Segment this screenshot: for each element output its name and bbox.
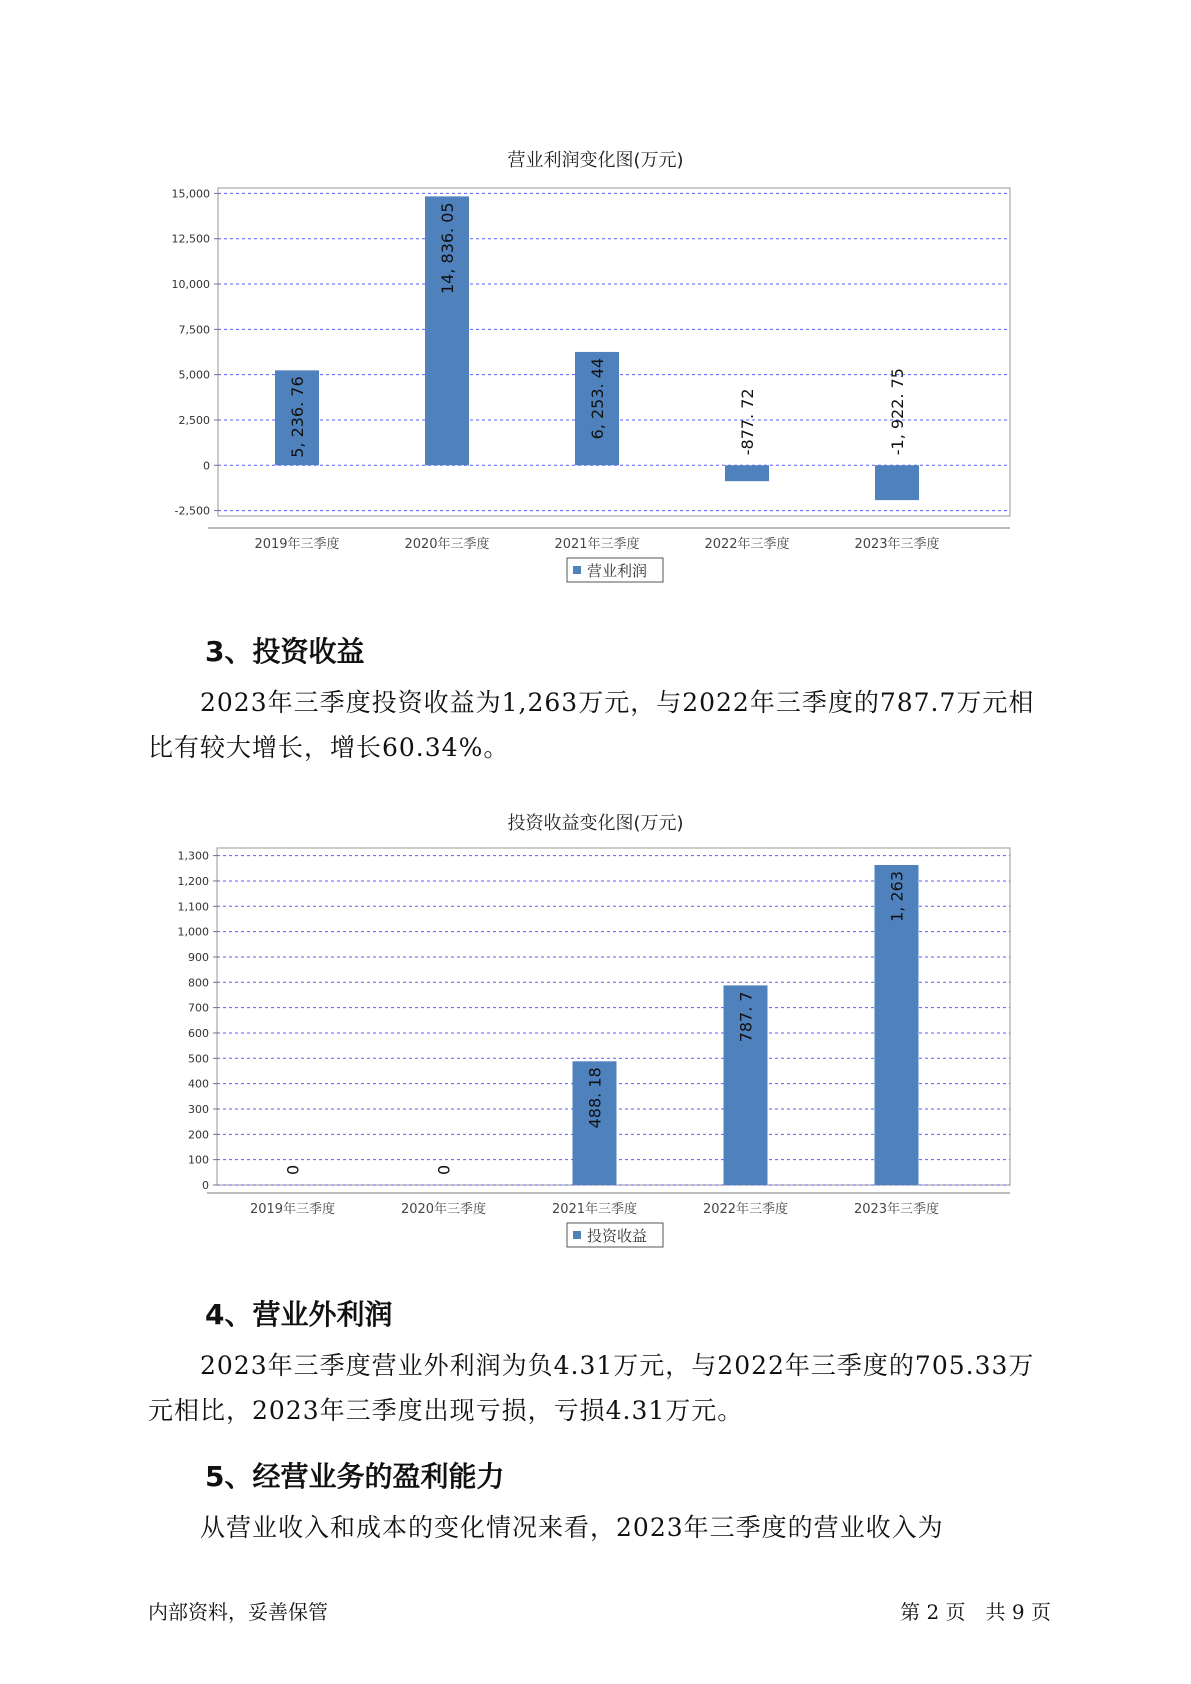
y-tick-label: 1,100 [177,900,209,914]
data-label: 1, 263 [887,870,907,922]
y-tick-label: 400 [188,1077,209,1091]
section-4-heading: 4、营业外利润 [205,1298,393,1331]
y-tick-label: 0 [202,1179,209,1192]
x-tick-label: 2021年三季度 [554,537,640,552]
section-4-paragraph: 2023年三季度营业外利润为负4.31万元，与2022年三季度的705.33万元相比，2023年三季度出现亏损，亏损4.31万元。 [148,1351,1035,1425]
y-tick-label: 600 [188,1026,209,1040]
x-tick-label: 2020年三季度 [400,1202,487,1217]
section-3-paragraph: 2023年三季度投资收益为1,263万元，与2022年三季度的787.7万元相比有较大增长，增长60.34%。 [148,688,1035,762]
y-tick-label: 15,000 [171,187,210,201]
y-tick-label: 12,500 [171,232,210,246]
footer-page-number: 第 2 页 共 9 页 [900,1600,1051,1624]
legend-swatch [573,1231,581,1239]
legend-label: 投资收益 [587,1227,648,1245]
y-tick-label: 10,000 [171,278,210,292]
data-label: -877. 72 [738,388,757,456]
x-tick-label: 2019年三季度 [249,1202,336,1217]
data-label: 6, 253. 44 [588,357,607,440]
x-tick-label: 2023年三季度 [853,1202,940,1217]
section-5-heading: 5、经营业务的盈利能力 [205,1460,505,1493]
legend-swatch [573,566,581,574]
data-label: 787. 7 [736,991,756,1043]
y-tick-label: 1,300 [177,849,209,863]
x-tick-label: 2021年三季度 [551,1202,638,1217]
bar [875,465,919,500]
data-label: 0 [283,1164,303,1175]
y-tick-label: 1,200 [177,874,209,888]
y-tick-label: 7,500 [178,323,210,337]
investment-income-chart [0,835,1191,1255]
y-tick-label: 0 [203,459,210,473]
y-tick-label: 500 [188,1052,209,1066]
y-tick-label: 1,000 [177,925,209,939]
y-tick-label: 100 [188,1153,209,1167]
y-tick-label: 900 [188,950,209,964]
x-tick-label: 2020年三季度 [404,537,490,552]
data-label: -1, 922. 75 [888,368,907,456]
data-label: 5, 236. 76 [288,376,307,458]
investment-chart-title: 投资收益变化图(万元) [507,813,684,834]
bar [725,465,769,481]
section-3-heading: 3、投资收益 [205,635,365,668]
data-label: 488. 18 [585,1067,605,1129]
x-tick-label: 2022年三季度 [704,537,790,552]
legend-label: 营业利润 [587,562,648,580]
y-tick-label: 200 [188,1128,209,1142]
footer-confidential: 内部资料，妥善保管 [148,1600,328,1624]
x-tick-label: 2019年三季度 [254,537,340,552]
y-tick-label: 800 [188,976,209,990]
section-5-paragraph: 从营业收入和成本的变化情况来看，2023年三季度的营业收入为 [200,1513,944,1542]
y-tick-label: 700 [188,1001,209,1015]
profit-chart-title: 营业利润变化图(万元) [507,150,684,171]
data-label: 14, 836. 05 [438,202,457,295]
y-tick-label: 2,500 [178,413,210,427]
x-tick-label: 2022年三季度 [702,1202,789,1217]
data-label: 0 [434,1164,454,1175]
x-tick-label: 2023年三季度 [854,537,940,552]
y-tick-label: -2,500 [174,504,210,518]
y-tick-label: 5,000 [178,368,210,382]
operating-profit-chart [0,170,1191,590]
y-tick-label: 300 [188,1102,209,1116]
